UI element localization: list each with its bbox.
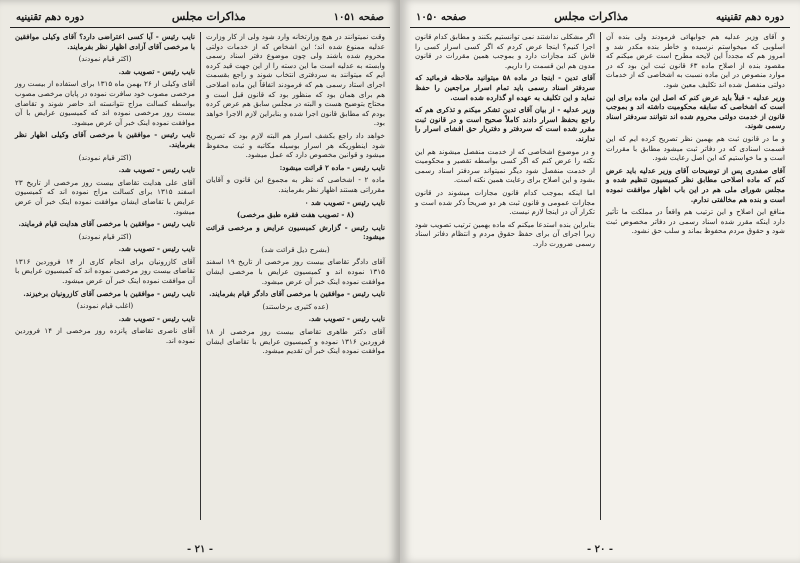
speaker-line: وزیر عدلیه - از بیان آقای تدین تشکر میکنم و تذکری هم که راجع بحفظ اسرار دادند کاملاً صحیح است و در قانون ثبت مقرر شده است که سردفتر و دفتریار حق افشای اسرار را ندارند. (415, 105, 595, 143)
stage-note: (بشرح ذیل قرائت شد) (261, 244, 330, 254)
paragraph: آقای ناصری تقاضای پانزده روز مرخصی از ۱۴ فروردین نموده اند. (15, 326, 195, 346)
speaker-line: نایب رئیس - موافقین با مرخصی آقای کازرونیان برخیزند. (23, 288, 195, 298)
paragraph: اما اینکه بموجب کدام قانون مجازات میشوند در قانون مجازات عمومی و قانون ثبت هر دو صریحاً ذکر شده است و تکرار آن در اینجا لازم نیست. (415, 187, 595, 217)
speaker-line: نایب رئیس - موافقین با مرخصی آقای دادگر قیام بفرمایند. (209, 289, 385, 299)
paragraph: خواهد داد راجع بکشف اسرار هم البته لازم بود که تصریح شود اینطوریکه هر اسرار بوسیله مکاتبه و ثبت محفوظ میشود و قوانین مخصوص دارد که عمل میشود. (206, 130, 385, 160)
paragraph: آقای علی هدایت تقاضای بیست روز مرخصی از تاریخ ۲۳ اسفند ۱۳۱۵ برای کسالت مزاج نموده اند که کمیسیون عرایض با تقاضای ایشان موافقت نموده اینک خبر آن عرض میشود. (15, 177, 195, 216)
right-page-right-column (600, 32, 790, 520)
left-page-number-label: صفحه ۱۰۵۱ (333, 12, 384, 23)
paragraph: آقای کازرونیان برای انجام کاری از ۱۴ فروردین ۱۳۱۶ تقاضای بیست روز مرخصی نموده اند که کمیسیون عرایض با آن موافقت نموده اینک خبر آن عرض میشود. (15, 256, 195, 286)
paragraph: و ما در قانون ثبت هم بهمین نظر تصریح کرده ایم که این قسمت اسنادی که در دفاتر ثبت میشود مطابق با مقررات است و ما خواستیم که این اصل رعایت شود. (606, 133, 785, 163)
speaker-line: نایب رئیس - تصویب شد ۰ (304, 197, 385, 207)
right-page-folio: - ۲۰ - (586, 544, 614, 555)
speaker-line: نایب رئیس - تصویب شد. (118, 244, 195, 254)
right-page-header (410, 8, 790, 28)
stage-note: (اکثر قیام نمودند) (78, 54, 132, 64)
right-page-session: دوره دهم تقنینیه (716, 12, 784, 23)
right-page-number-label: صفحه ۱۰۵۰ (416, 12, 467, 23)
paragraph: ماده ۲ - اشخاصی که نظر به مجموع این قانون و آقایان مقرراتی هستند اظهار نظر بفرمایند. (206, 175, 385, 194)
paragraph: و در موضوع اشخاصی که از خدمت منفصل میشوند هم این نکته را عرض کنم که اگر کسی بواسطه تقصیر و محکومیت از خدمت منفصل شود دیگر نمیتواند سردفتر اسناد رسمی بشود و این اصلاح برای رعایت همین نکته است. (415, 146, 595, 185)
speaker-line: نایب رئیس - گزارش کمیسیون عرایض و مرخصی قرائت میشود: (206, 222, 385, 242)
paragraph: آقای دادگر تقاضای بیست روز مرخصی از تاریخ ۱۹ اسفند ۱۳۱۵ نموده اند و کمیسیون عرایض با مرخصی ایشان موافقت نموده اینک خبر آن عرض میشود. (206, 257, 385, 286)
speaker-line: نایب رئیس - تصویب شد. (308, 314, 385, 324)
stage-note: (عده کثیری برخاستند) (262, 301, 329, 311)
paragraph: و آقای وزیر عدلیه هم جوابهائی فرمودند ولی بنده آن اسلوبی که میخواستم نرسیده و خاطر بنده مکدر شد و امروز هم که مجدداً این لایحه مطرح است عرض میکنم که مقصود بنده از اصلاح ماده ۶۳ قانون ثبت این بود که در موارد منصوص در این ماده نسبت به اشخاصی که از خدمات دولتی منفصل شده اند تکلیف معین شود. (606, 32, 785, 89)
left-page-columns (10, 32, 390, 520)
right-page (400, 0, 800, 563)
speaker-line: نایب رئیس - موافقین با مرخصی آقای وکیلی اظهار نظر بفرمایند. (15, 130, 195, 149)
left-page-folio: - ۲۱ - (186, 544, 214, 555)
left-page-title: مذاکرات مجلس (171, 10, 246, 23)
paragraph: بنابراین بنده استدعا میکنم که ماده بهمین ترتیب تصویب شود زیرا اجرای آن برای حفظ حقوق مردم و انتظام دفاتر اسناد رسمی ضرورت دارد. (415, 219, 595, 248)
left-page-session: دوره دهم تقنینیه (16, 12, 84, 23)
stage-note: (اکثر قیام نمودند) (78, 152, 132, 162)
speaker-line: نایب رئیس - تصویب شد. (118, 66, 195, 76)
right-page-columns (410, 32, 790, 520)
stage-note: (اغلب قیام نمودند) (76, 301, 134, 311)
speaker-line: نایب رئیس - تصویب شد. (118, 313, 195, 323)
speaker-line: وزیر عدلیه - قبلاً باید عرض کنم که اصل این ماده برای این است که اشخاصی که سابقه محکومیت داشته اند و بموجب قانون از خدمت دولتی محروم شده اند نتوانند سردفتر اسناد رسمی شوند. (606, 92, 785, 131)
speaker-line: نایب رئیس - ماده ۲ قرائت میشود: (279, 162, 385, 172)
left-page-left-column (10, 32, 200, 520)
paragraph: وقت نمیتوانند در هیچ وزارتخانه وارد شود ولی از کار وزارت عدلیه ممنوع شده اند؛ این اشخاص که از خدمات دولتی محروم شده باشند ولی چون موضوع دفتر اسناد رسمی وابسته به عدلیه است ما این دسته را از این جهت قید کرده ایم که میتوانند به سردفتری انتخاب شوند و راجع بقسمت اجرای استاد رسمی هم که فرمودند اتفاقاً این ماده اصلاحی هم برای همان بود که منظور بود که قانون قبل است و محتاج بتوضیح هست و البته در مجلس سابق هم عرض کرده بودم که مطابق قانون اجرا شده و بنابراین لازم الاجرا خواهد بود. (206, 32, 385, 128)
left-page-right-column (200, 32, 390, 520)
stage-note: (اکثر قیام نمودند) (78, 231, 132, 241)
speaker-line: نایب رئیس - موافقین با مرخصی آقای هدایت قیام فرمایند. (18, 219, 195, 229)
speaker-line: آقای تدین - اینجا در ماده ۵۸ میتوانید ملاحظه فرمائید که سردفتر اسناد رسمی باید تمام اسرار مراجعین را حفظ نماید و این تکلیف به عهده او گذارده شده است. (415, 73, 595, 102)
paragraph: منافع این اصلاح و این ترتیب هم واقعاً در مملکت ما تأثیر دارد اینکه مقرر شده اسناد رسمی در دفاتر مخصوص ثبت شود و حقوق مردم محفوظ بماند و سلب حق نشود. (606, 207, 785, 236)
right-page-title: مذاکرات مجلس (554, 10, 629, 23)
speaker-line: نایب رئیس - آیا کسی اعتراضی دارد؟ آقای وکیلی موافقین با مرخصی آقای آزادی اظهار نظر بفرمایند. (15, 32, 195, 51)
left-page-header (10, 8, 390, 28)
speaker-line: آقای صفدری پس از توضیحات آقای وزیر عدلیه باید عرض کنم که ماده اصلاحی مطابق نظر کمیسیون تنظیم شده و مجلس شورای ملی هم در این باب اظهار موافقت نموده است و بنده هم مخالفتی ندارم. (606, 165, 785, 204)
right-page-left-column (410, 32, 600, 520)
paragraph: آقای وکیلی از ۲۶ بهمن ماه ۱۳۱۵ برای استفاده از بیست روز مرخصی مصوب خود سافرت نموده در پایان مرخصی مصوب بواسطه کسالت مزاج نتوانسته اند حاضر شوند و تقاضای بیست روز مرخصی نموده اند که کمیسیون عرایض با آن موافقت نموده اینک خبر آن عرض میشود. (15, 79, 195, 127)
speaker-line: نایب رئیس - تصویب شد. (118, 165, 195, 175)
paragraph: اگر مشکلی نداشتند نمی توانستیم بکنند و مطابق کدام قانون اجرا کنیم؟ اینجا عرض کردم که اگر کسی اسرار کسی را فاش کند مجازات دارد و بموجب همین مقررات در قانون مدون هم این قسمت را داریم. (415, 32, 595, 70)
section-heading: (۸ - تصویب هفت فقره طبق مرخصی) (236, 210, 355, 220)
paragraph: آقای دکتر طاهری تقاضای بیست روز مرخصی از ۱۸ فروردین ۱۳۱۶ نموده و کمیسیون عرایض با تقاضای ایشان موافقت نموده اینک خبر آن تقدیم میشود. (206, 327, 385, 356)
